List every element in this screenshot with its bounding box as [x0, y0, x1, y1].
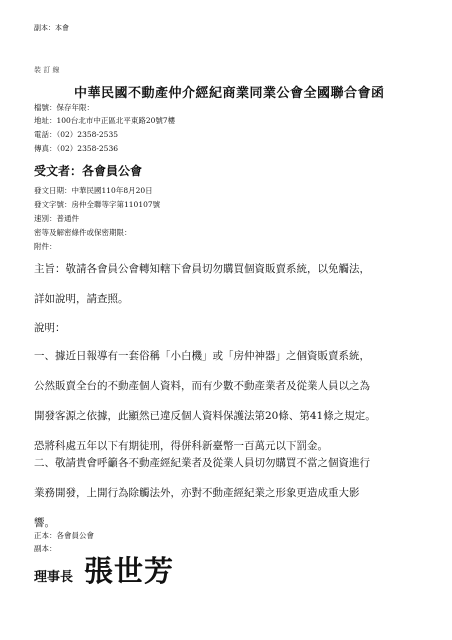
item-line: 業務開發，上開行為除觸法外，亦對不動產經紀業之形象更造成重大影	[34, 487, 360, 499]
explanation-item-2	[34, 448, 429, 538]
item-line: 公然販賣全台的不動產個人資料，而有少數不動產業者及從業人員以之為	[34, 380, 370, 392]
recipient: 受文者：各會員公會	[34, 164, 143, 178]
issue-number: 發文字號：房仲全聯等字第110107號	[34, 200, 161, 209]
subject-block	[34, 254, 429, 314]
copy-recipient: 副本：	[34, 544, 57, 553]
subject-line: 主旨：敬請各會員公會轉知轄下會員切勿購買個資販賣系統，以免觸法，	[34, 263, 370, 275]
copy-header-label: 副本：本會	[34, 24, 69, 32]
subject-line: 詳如說明，請查照。	[34, 293, 129, 305]
chair-signature: 張世芳	[84, 554, 175, 588]
delivery-speed: 速別：普通件	[34, 214, 79, 223]
file-number: 檔號：保存年限：	[34, 103, 94, 112]
binding-line-label: 裝 訂 線	[34, 66, 60, 74]
attachment: 附件：	[34, 242, 57, 251]
document-title: 中華民國不動產仲介經紀商業同業公會全國聯合會函	[74, 86, 385, 101]
address: 地址：100台北市中正區北平東路20號7樓	[34, 116, 176, 125]
original-recipient: 正本：各會員公會	[34, 531, 94, 540]
chair-title: 理事長	[34, 570, 74, 585]
item-line: 一、據近日報導有一套俗稱「小白機」或「房仲神器」之個資販賣系統，	[34, 350, 370, 362]
fax: 傳真：（02）2358-2536	[34, 144, 119, 153]
issue-date: 發文日期：中華民國110年8月20日	[34, 186, 153, 195]
phone: 電話：（02）2358-2535	[34, 130, 119, 139]
item-line: 恐將科處五年以下有期徒刑，得併科新臺幣一百萬元以下罰金。	[34, 440, 328, 452]
item-line: 二、敬請貴會呼籲各不動產經紀業者及從業人員切勿購買不當之個資進行	[34, 457, 370, 469]
item-line: 響。	[34, 517, 55, 529]
secrecy-level: 密等及解密條件或保密期限：	[34, 228, 132, 237]
explanation-label: 說明：	[34, 322, 66, 334]
item-line: 開發客源之依據，此顯然已違反個人資料保護法第20條、第41條之規定。	[34, 410, 376, 422]
explanation-item-1	[34, 341, 429, 461]
